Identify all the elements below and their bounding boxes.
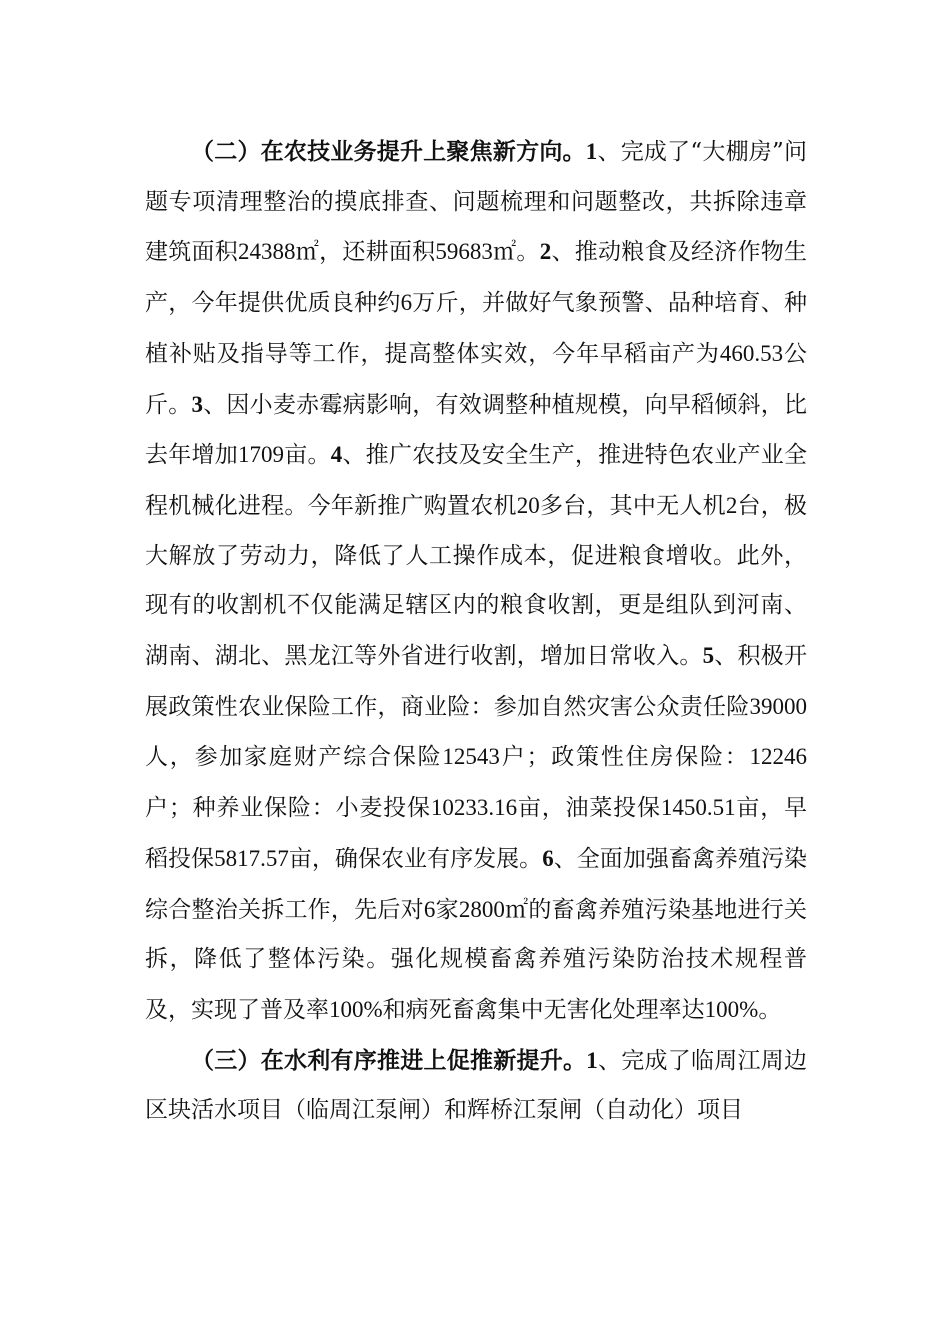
text-segment: 、推广农技及安全生产，推进特色农业产业全程机械化进程。今年新推广购置农机 xyxy=(145,442,808,519)
text-segment: 万斤，并做好气象预警、品种培育、种植补贴及指导等工作，提高整体实效，今年早稻亩产为 xyxy=(145,290,808,367)
figure-value: 2 xyxy=(725,492,738,518)
section-heading: （三）在水利有序推进上促推新提升。 xyxy=(191,1046,587,1074)
text-segment: 人，参加家庭财产综合保险 xyxy=(145,744,443,771)
item-number: 6 xyxy=(542,845,554,871)
text-segment: 。 xyxy=(516,239,540,266)
figure-value: 20 xyxy=(516,492,540,518)
paragraph-water-conservancy xyxy=(145,1036,807,1136)
figure-value: 12246 xyxy=(749,744,808,770)
text-segment: 户；种养业保险：小麦投保 xyxy=(145,795,431,822)
text-segment: 亩，确保农业有序发展。 xyxy=(288,845,543,872)
item-number: 4 xyxy=(330,442,343,468)
figure-value: 6 xyxy=(400,290,413,316)
text-segment: 、完成了“大棚房”问题专项清理整治的摸底排查、问题梳理和问题整改，共拆除违章建筑面积 xyxy=(145,139,807,266)
figure-value: 100% xyxy=(329,996,383,1022)
figure-value: 2800㎡ xyxy=(458,896,529,922)
text-segment: 。 xyxy=(758,996,782,1023)
item-number: 5 xyxy=(702,643,715,669)
text-segment: 亩，油菜投保 xyxy=(517,795,661,822)
text-segment: 亩，早稻投保 xyxy=(145,795,808,872)
figure-value: 24388㎡ xyxy=(238,239,320,265)
figure-value: 460.53 xyxy=(719,340,784,366)
text-segment: 亩。 xyxy=(283,442,331,469)
text-segment: 的畜禽养殖污染基地进行关拆，降低了整体污染。强化规模畜禽养殖污染防治技术规程普及，实现了普及率 xyxy=(145,896,808,1023)
document-page xyxy=(145,127,807,1136)
text-segment: 、因小麦赤霉病影响，有效调整种植规模，向早稻倾斜，比去年增加 xyxy=(145,391,808,469)
item-number: 1 xyxy=(585,139,598,164)
paragraph-agri-tech xyxy=(145,127,807,1036)
figure-value: 39000 xyxy=(749,693,807,719)
item-number: 1 xyxy=(586,1047,598,1073)
figure-value: 1709 xyxy=(237,442,284,468)
text-segment: 、推动粮食及经济作物生产，今年提供优质良种约 xyxy=(145,239,808,317)
text-segment: 家 xyxy=(435,896,459,923)
text-segment: 、全面加强畜禽养殖污染综合整治关拆工作，先后对 xyxy=(145,845,808,923)
figure-value: 12543 xyxy=(442,744,500,770)
figure-value: 6 xyxy=(423,896,436,922)
text-segment: 和病死畜禽集中无害化处理率达 xyxy=(382,996,705,1023)
figure-value: 10233.16 xyxy=(430,795,518,821)
item-number: 3 xyxy=(191,391,203,417)
figure-value: 5817.57 xyxy=(214,845,289,871)
figure-value: 1450.51 xyxy=(660,795,736,821)
figure-value: 59683㎡ xyxy=(435,239,517,265)
figure-value: 100% xyxy=(704,996,759,1022)
text-segment: 户；政策性住房保险： xyxy=(499,744,750,771)
text-segment: ，还耕面积 xyxy=(319,239,436,266)
text-segment: 、积极开展政策性农业保险工作，商业险：参加自然灾害公众责任险 xyxy=(145,643,808,720)
text-segment: 多台，其中无人机 xyxy=(539,492,726,519)
text-segment: 公斤。 xyxy=(145,340,808,418)
text-segment: 台，极大解放了劳动力，降低了人工操作成本，促进粮食增收。此外，现有的收割机不仅能满足辖区内的粮食收割，更是组队到河南、湖南、湖北、黑龙江等外省进行收割，增加日常收入。 xyxy=(145,492,808,670)
text-segment: 、完成了临周江周边区块活水项目（临周江泵闸）和辉桥江泵闸（自动化）项目 xyxy=(145,1047,807,1124)
section-heading: （二）在农技业务提升上聚焦新方向。 xyxy=(191,138,586,165)
item-number: 2 xyxy=(539,239,552,265)
